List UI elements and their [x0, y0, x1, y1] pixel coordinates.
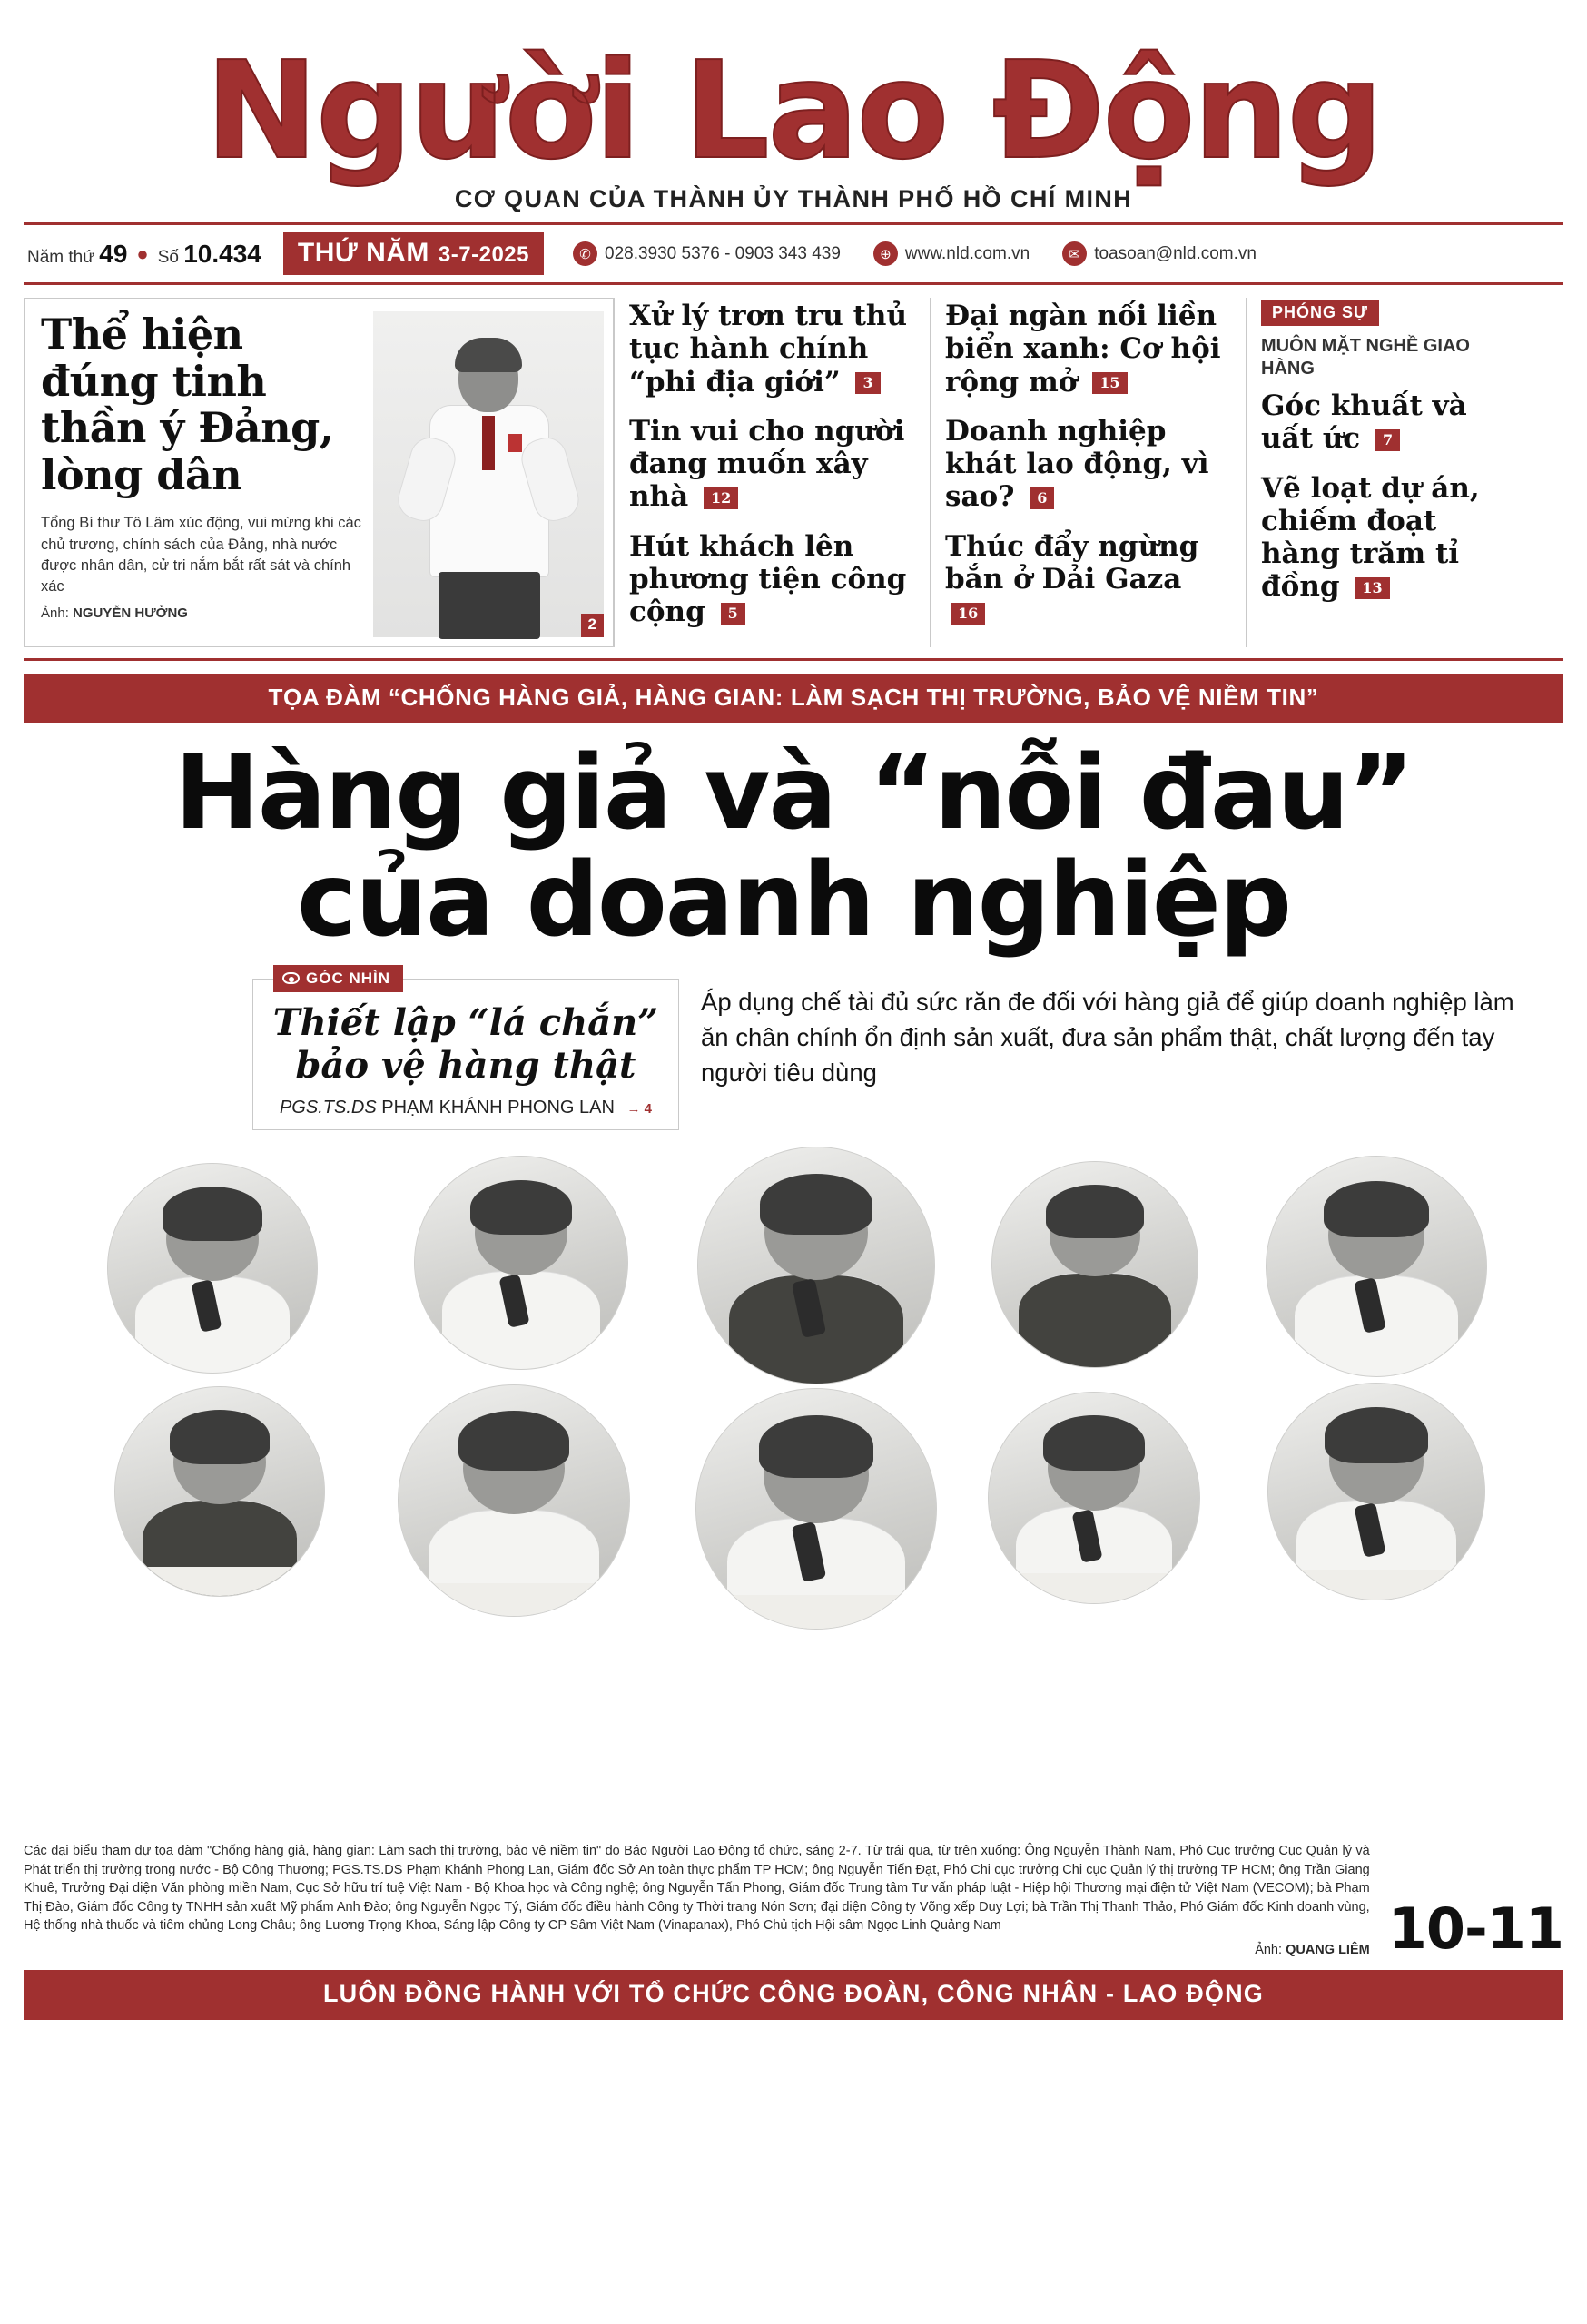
lead-story-description: Tổng Bí thư Tô Lâm xúc động, vui mừng khi các chủ trương, chính sách của Đảng, nhà nước được nhân dân, cử tri nắm bắt rất sát và chính xác: [41, 515, 361, 596]
date-badge: [283, 232, 544, 275]
page-number[interactable]: 5: [721, 603, 745, 625]
phone-contact[interactable]: [573, 241, 841, 266]
mail-icon: ✉: [1062, 241, 1087, 266]
lead-credit-label: Ảnh:: [41, 605, 69, 621]
year-text: Năm thứ: [27, 247, 94, 267]
opinion-page-number[interactable]: → 4: [626, 1100, 653, 1117]
lead-story-photo: [373, 311, 604, 636]
headline-text: Xử lý trơn tru thủ tục hành chính “phi địa giới”: [629, 300, 908, 399]
footer-slogan: LUÔN ĐỒNG HÀNH VỚI TỔ CHỨC CÔNG ĐOÀN, CÔNG NHÂN - LAO ĐỘNG: [24, 1970, 1563, 2020]
top-news-column-2: [930, 298, 1246, 646]
opinion-section-label: [273, 965, 403, 992]
eye-icon: [282, 972, 300, 984]
speaker-photo[interactable]: [114, 1386, 325, 1597]
speaker-photo[interactable]: [697, 1147, 935, 1384]
headline-text: Đại ngàn nối liền biển xanh: Cơ hội rộng mở: [945, 300, 1221, 399]
newspaper-subtitle: CƠ QUAN CỦA THÀNH ỦY THÀNH PHỐ HỒ CHÍ MINH: [454, 185, 1133, 213]
speaker-photo[interactable]: [1266, 1156, 1487, 1377]
weekday-label: THỨ NĂM: [297, 238, 429, 269]
headline-link[interactable]: [1261, 389, 1522, 456]
headline-text: Doanh nghiệp khát lao động, vì sao?: [945, 414, 1209, 514]
phone-number: 028.3930 5376 - 0903 343 439: [605, 243, 841, 263]
main-headline[interactable]: [24, 734, 1563, 960]
page-number[interactable]: 16: [951, 603, 985, 625]
headline-link[interactable]: [629, 300, 915, 399]
lead-photo-credit: [41, 606, 368, 621]
top-news-column-3: [1246, 298, 1536, 646]
speaker-photo[interactable]: [1267, 1383, 1485, 1600]
lead-story-title: Thể hiện đúng tinh thần ý Đảng, lòng dân: [41, 310, 334, 499]
issue-text: Số: [157, 247, 179, 267]
opinion-box[interactable]: [252, 969, 679, 1130]
issue-label: [158, 240, 261, 269]
year-label: [27, 240, 127, 269]
headline-text: Thúc đẩy ngừng bắn ở Dải Gaza: [945, 529, 1199, 596]
phone-icon: ✆: [573, 241, 597, 266]
dot-separator-icon: ●: [136, 241, 149, 265]
lead-credit-name: NGUYỄN HƯỞNG: [73, 605, 188, 621]
caption-row: [24, 1842, 1563, 1963]
headline-link[interactable]: [945, 300, 1231, 399]
issue-value: 10.434: [183, 239, 261, 268]
page-number[interactable]: 13: [1355, 577, 1389, 599]
year-value: 49: [99, 239, 128, 268]
lead-story-text: [41, 311, 368, 636]
globe-icon: ⊕: [873, 241, 898, 266]
date-value: 3-7-2025: [438, 242, 529, 268]
headline-link[interactable]: [945, 530, 1231, 629]
speaker-photo-grid: [24, 1156, 1563, 1827]
headline-link[interactable]: [945, 415, 1231, 514]
caption-credit-name: QUANG LIÊM: [1286, 1942, 1370, 1957]
lead-story-box[interactable]: [24, 298, 614, 646]
opinion-and-deck-row: [24, 969, 1563, 1130]
feature-banner: TỌA ĐÀM “CHỐNG HÀNG GIẢ, HÀNG GIAN: LÀM SẠCH THỊ TRƯỜNG, BẢO VỆ NIỀM TIN”: [24, 674, 1563, 723]
opinion-label-text: GÓC NHÌN: [306, 969, 390, 987]
top-news-column-1: [614, 298, 930, 646]
opinion-author-name: PHẠM KHÁNH PHONG LAN: [381, 1097, 615, 1118]
top-news-strip: [24, 285, 1563, 660]
page-number[interactable]: 6: [1030, 487, 1054, 509]
headline-text: Vẽ loạt dự án, chiếm đoạt hàng trăm tỉ đồng: [1261, 471, 1480, 604]
section-label-phong-su: PHÓNG SỰ: [1261, 300, 1379, 326]
issue-info-bar: [24, 225, 1563, 285]
feature-page-numbers[interactable]: 10-11: [1387, 1896, 1563, 1963]
opinion-author: [270, 1098, 662, 1118]
photo-caption: [24, 1842, 1370, 1959]
feature-deck: Áp dụng chế tài đủ sức răn đe đối với hàng giả để giúp doanh nghiệp làm ăn chân chính ổn định sản xuất, đưa sản phẩm thật, chất lượng đến tay người tiêu dùng: [701, 987, 1514, 1087]
page-number[interactable]: 3: [855, 372, 880, 394]
caption-credit-label: Ảnh:: [1255, 1942, 1283, 1957]
photo-credit: [24, 1941, 1370, 1960]
page-number[interactable]: 7: [1375, 429, 1400, 451]
headline-link[interactable]: [1261, 472, 1522, 604]
speaker-photo[interactable]: [398, 1384, 630, 1617]
lead-page-number[interactable]: 2: [581, 614, 604, 636]
speaker-photo[interactable]: [695, 1388, 937, 1630]
speaker-photo[interactable]: [107, 1163, 318, 1374]
website-contact[interactable]: [873, 241, 1030, 266]
page-number[interactable]: 15: [1092, 372, 1127, 394]
speaker-photo[interactable]: [991, 1161, 1198, 1368]
website-url: www.nld.com.vn: [904, 243, 1030, 263]
series-kicker: MUÔN MẶT NGHỀ GIAO HÀNG: [1261, 336, 1470, 379]
headline-text: Tin vui cho người đang muốn xây nhà: [629, 414, 905, 514]
headline-text: Hút khách lên phương tiện công cộng: [629, 529, 907, 629]
headline-link[interactable]: [629, 415, 915, 514]
speaker-photo[interactable]: [414, 1156, 628, 1370]
email-address: toasoan@nld.com.vn: [1094, 243, 1257, 263]
headline-link[interactable]: [629, 530, 915, 629]
email-contact[interactable]: [1062, 241, 1257, 266]
headline-text: Góc khuất và uất ức: [1261, 389, 1467, 456]
main-headline-line-1: Hàng giả và “nỗi đau”: [174, 734, 1413, 852]
opinion-title: Thiết lập “lá chắn” bảo vệ hàng thật: [272, 1000, 659, 1087]
newspaper-title: Người Lao Động: [205, 33, 1382, 189]
main-headline-line-2: của doanh nghiệp: [296, 841, 1290, 960]
page-number[interactable]: 12: [704, 487, 738, 509]
opinion-author-title: PGS.TS.DS: [279, 1097, 377, 1118]
speaker-photo[interactable]: [988, 1392, 1200, 1604]
caption-text: Các đại biểu tham dự tọa đàm "Chống hàng giả, hàng gian: Làm sạch thị trường, bảo vệ niềm tin" do Báo Người Lao Động tổ chức, sáng 2-7. Từ trái qua, từ trên xuống: Ông Nguyễn Thành Nam, Phó Cục trưởng Cục Quản lý và Phát triển thị trường trong nước - Bộ Công Thương; PGS.TS.DS Phạm Khánh Phong Lan, Giám đốc Sở An toàn thực phẩm TP HCM; ông Nguyễn Tiến Đạt, Phó Chi cục trưởng Chi cục Quản lý thị trường TP HCM; ông Trần Giang Khuê, Trưởng Đại diện Văn phòng miền Nam, Cục Sở hữu trí tuệ Việt Nam - Bộ Khoa học và Công nghệ; ông Nguyễn Tấn Phong, Giám đốc Trung tâm Tư vấn pháp luật - Hiệp hội Thương mại điện tử Việt Nam (VECOM); bà Phạm Thị Đào, Giám đốc Công ty TNHH sản xuất Mỹ phẩm Anh Đào; ông Nguyễn Ngọc Tý, Giám đốc điều hành Công ty Thời trang Nón Sơn; đại diện Công ty Võng xếp Duy Lợi; bà Trần Thị Thanh Thảo, Phó Giám đốc Kinh doanh vùng, Hệ thống nhà thuốc và tiêm chủng Long Châu; ông Lương Trọng Khoa, Sáng lập Công ty CP Sâm Việt Nam (Vinapanax), Phó Chủ tịch Hội sâm Ngọc Linh Quảng Nam: [24, 1843, 1370, 1934]
masthead: [24, 16, 1563, 225]
portrait-figure: [402, 338, 575, 637]
